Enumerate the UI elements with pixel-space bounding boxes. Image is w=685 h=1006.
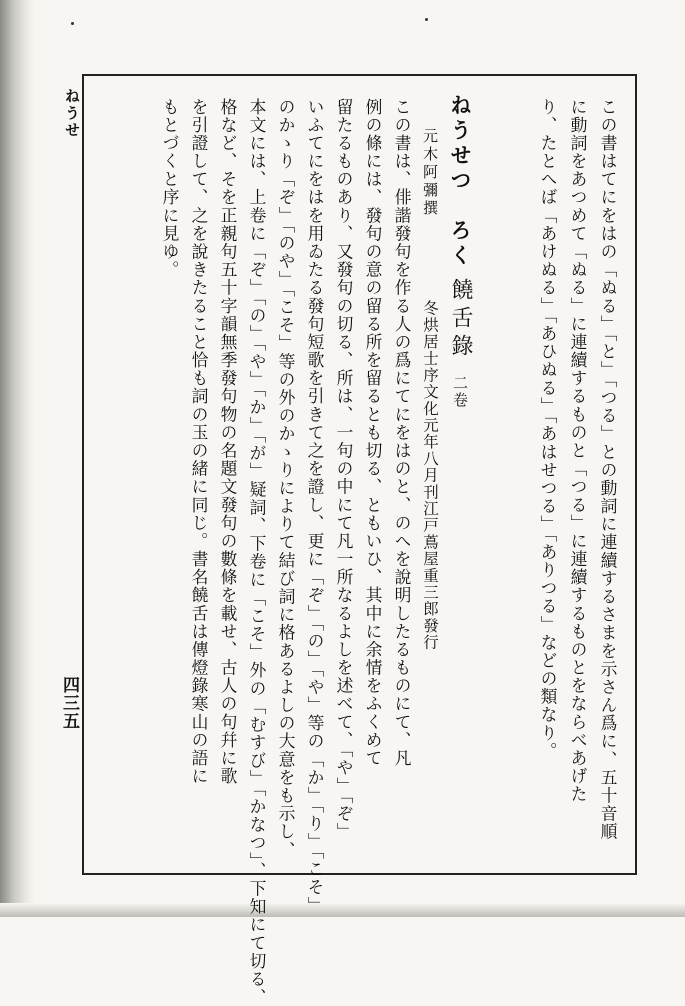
- book-title: 饒舌錄: [448, 278, 473, 362]
- intro-line-1: この書はてにをはの「ぬる」「と」「つる」との動詞に連續するさまを示さん爲に、五十音順: [598, 98, 618, 841]
- body-line-6: 本文には、上卷に「ぞ」「の」「や」「か」「が」疑詞、下卷に「こそ」外の「むすび」「かなつ」、下知にて切る、: [247, 98, 267, 1006]
- print-speck: [71, 22, 74, 25]
- page-bottom-shadow: [0, 903, 685, 917]
- book-heading: [448, 278, 472, 409]
- print-speck: [425, 18, 428, 21]
- body-line-1: この書は、俳諧發句を作る人の爲にてにをはのと、のへを說明したるものにて、凡: [392, 98, 412, 768]
- page-edge-shadow: [0, 0, 34, 917]
- body-line-4: いふてにをはを用ゐたる發句短歌を引きて之を證し、更に「ぞ」「の」「や」等の「か」「り」「こそ」: [305, 98, 325, 915]
- body-line-3: 留たるものあり、又發句の切る、所は、一句の中にて凡一所なるよしを述べて、「や」「ぞ」: [334, 98, 354, 841]
- body-line-9: もとづくと序に見ゆ。: [160, 98, 180, 279]
- page-number: 四三五: [59, 676, 79, 730]
- body-line-5: のかゝり「ぞ」「のや」「こそ」等の外のかゝりによりて結び詞に格あるよしの大意をも示し、: [276, 98, 296, 860]
- intro-line-3: り、たとへば「あけぬる」「あひぬる」「あはせつる」「ありつる」などの類なり。: [538, 98, 558, 761]
- running-head: ねうせ: [63, 88, 81, 139]
- body-line-7: 格など、そを正親句五十字韻無季發句物の名題文發句の數條を載せ、古人の句幷に歌: [218, 98, 238, 786]
- publication-info: 冬烘居士序文化元年八月刊江戸蔦屋重三郎發行: [421, 300, 439, 651]
- body-line-8: を引證して、之を說きたること恰も詞の玉の緒に同じ。書名饒舌は傳燈錄寒山の語に: [189, 98, 209, 786]
- book-volumes: 二卷: [451, 375, 469, 409]
- entry-title: ねうせつ ろく: [448, 94, 473, 269]
- author: 元木阿彌撰: [421, 128, 439, 218]
- intro-line-2: に動詞をあつめて「ぬる」に連續するものと「つる」に連續するものとをならべあげた: [568, 98, 588, 804]
- body-line-2: 例の條には、發句の意の留る所を留るとも切る、ともいひ、其中に余情をふくめて: [363, 98, 383, 768]
